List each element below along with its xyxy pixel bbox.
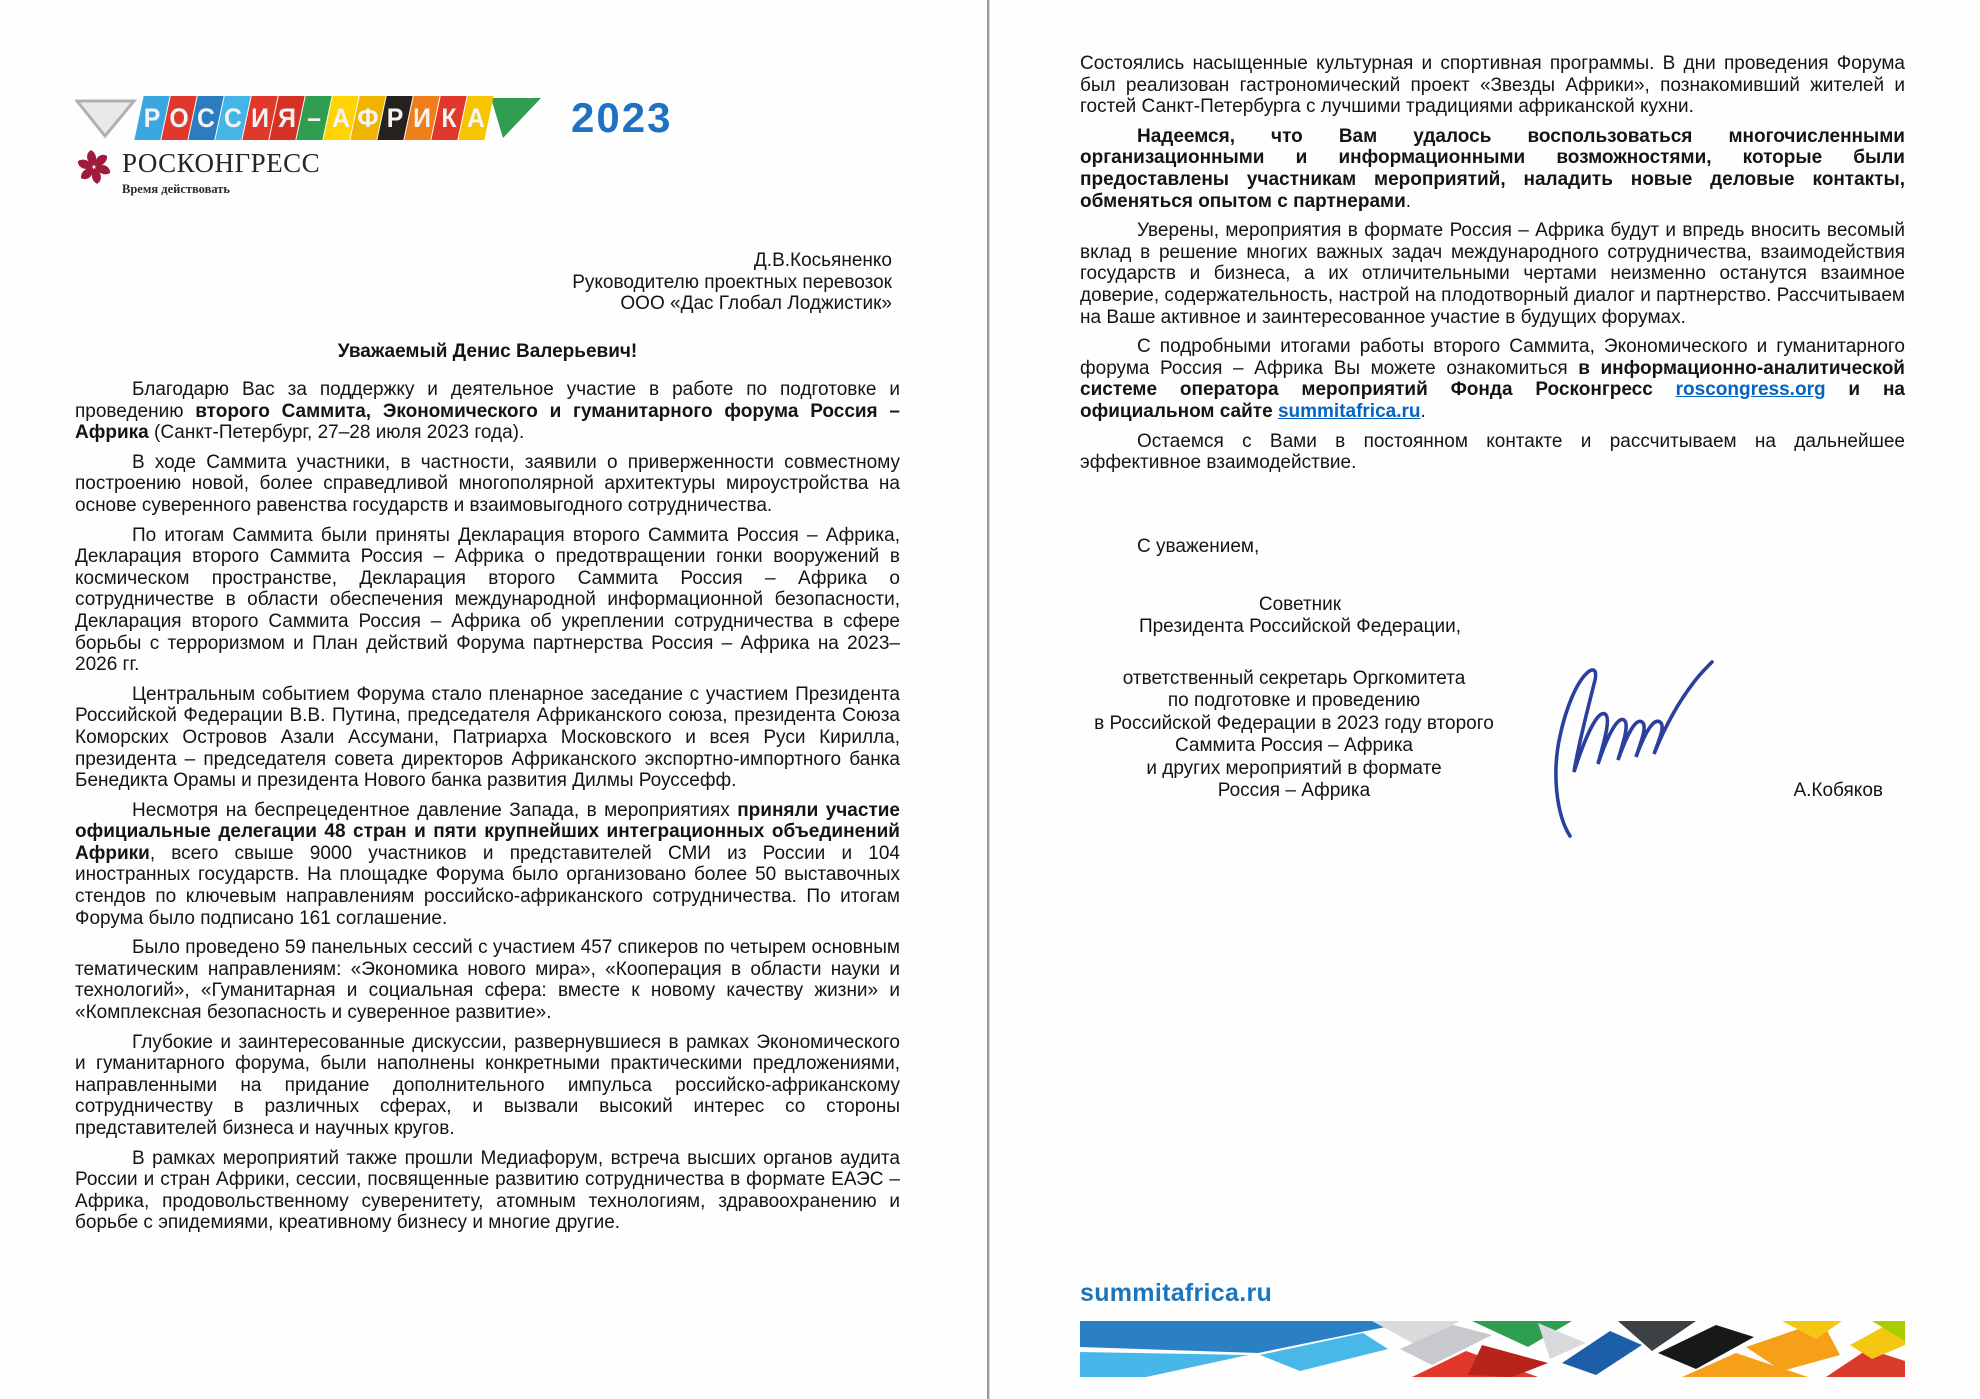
signer-title-block [1084,668,1504,802]
paragraph [1080,126,1905,212]
logo-tile: О [161,96,196,140]
paragraph [75,525,900,676]
banner-shape [1468,1345,1548,1377]
logo-tile: Р [134,96,169,140]
letter-body-right [1080,53,1905,482]
text-segment: С подробными итогами работы второго Саммита, Экономического и гуманитарного форума Россия – Африка Вы можете ознакомиться [1080,336,1905,379]
text-segment: в информационно-аналитической системе оператора мероприятий Фонда Росконгресс [1080,357,1905,401]
logo-tile: И [404,96,439,140]
text-line: Саммита Россия – Африка [1174,735,1413,757]
logo-tile: С [188,96,223,140]
roscongress-name: РОСКОНГРЕСС [122,148,321,178]
paragraph [75,452,900,517]
roscongress-logo [75,148,320,201]
logo-triangle-icon [491,96,541,140]
text-segment: (Санкт-Петербург, 27–28 июля 2023 года). [148,422,525,444]
paragraph [75,684,900,792]
text-line: по подготовке и проведению [1167,690,1421,712]
signer-position-block [1132,594,1468,639]
text-segment: Было проведено 59 панельных сессий с участием 457 спикеров по четырем основным тематическим направлениям: «Экономика нового мира», «Кооперация в области науки и технологий», «Гуманитарная и социальная сфера: вместе к новому качеству жизни» и «Комплексная безопасность и суверенное развитие». [75,937,900,1024]
roscongress-tagline: Время действовать [122,182,231,196]
text-line: ответственный секретарь Оргкомитета [1122,668,1466,689]
logo-tile: И [242,96,277,140]
text-segment: Надеемся, что Вам удалось воспользоваться многочисленными организационными и информационными возможностями, которые были предоставлены участникам мероприятий, наладить новые деловые контакты, обменяться опытом с партнерами [1080,125,1905,212]
banner-shape [1562,1331,1642,1375]
text-line: Россия – Африка [1217,780,1371,802]
logo-year: 2023 [571,94,673,142]
text-segment: , всего свыше 9000 участников и представителей СМИ из России и 104 иностранных государств. На площадке Форума было организовано более 50 выставочных стендов по ключевым направлениям российско-африканского сотрудничества. По итогам Форума было подписано 161 соглашение. [75,842,900,929]
salutation: Уважаемый Денис Валерьевич! [337,341,638,362]
inline-link[interactable]: summitafrica.ru [1277,400,1421,422]
paragraph [1080,220,1905,328]
text-segment: Благодарю Вас за поддержку и деятельное участие в работе по подготовке и проведению [75,379,900,422]
text-segment: . [1420,400,1426,422]
russia-africa-logo [75,94,672,142]
page-divider [987,0,989,1399]
text-segment: приняли участие официальные делегации 48 стран и пяти крупнейших интеграционных объединений Африки [75,799,900,864]
signature-autograph [1532,624,1742,844]
letter-body-left [75,379,900,1242]
paragraph [75,937,900,1023]
logo-tile: А [458,96,493,140]
text-line: Д.В.Косьяненко [753,250,892,271]
text-segment: второго Саммита, Экономического и гуманитарного форума Россия – Африка [75,400,900,444]
footer-site-link[interactable]: summitafrica.ru [1080,1279,1273,1307]
text-segment: Центральным событием Форума стало пленарное заседание с участием Президента Российской Федерации В.В. Путина, председателя Африканского союза, президента Союза Коморских Островов Азали Ассумани, Патриарха Московского и всея Руси Кирилла, президента – председателя совета директоров Африканского экспортно-импортного банка Бенедикта Орамы и президента Нового банка развития Дилмы Роуссефф. [75,683,900,792]
text-segment: Состоялись насыщенные культурная и спортивная программы. В дни проведения Форума был реализован гастрономический проект «Звезды Африки», познакомивший жителей и гостей Санкт-Петербурга с лучшими традициями африканской кухни. [1080,53,1905,118]
paragraph [1080,53,1905,118]
signer-name: А.Кобяков [1793,780,1883,801]
logo-tile: С [215,96,250,140]
text-line: Руководителю проектных перевозок [572,271,892,293]
roscongress-pinwheel-icon [75,148,113,186]
logo-tile: – [296,96,331,140]
roscongress-wordmark [122,148,320,201]
banner-shape [1080,1352,1248,1377]
paragraph [75,1032,900,1140]
logo-tile: Р [377,96,412,140]
paragraph [75,379,900,444]
logo-arrow-icon [75,96,137,140]
logo-tile: Я [269,96,304,140]
text-line: Президента Российской Федерации, [1138,616,1462,638]
text-segment: В рамках мероприятий также прошли Медиафорум, встреча высших органов аудита России и стран Африки, сессии, посвященные развитию сотрудничества в формате ЕАЭС – Африка, продовольственному суверенитету, атомным технологиям, здравоохранению и борьбе с эпидемиями, креативному бизнесу и многие другие. [75,1147,900,1234]
paragraph [1080,431,1905,474]
logo-letter-tiles [139,96,490,140]
text-line: ООО «Дас Глобал Лоджистик» [620,293,892,315]
text-segment: Несмотря на беспрецедентное давление Запада, в мероприятиях [132,799,738,821]
addressee-block [572,250,892,315]
text-segment: По итогам Саммита были приняты Декларация второго Саммита Россия – Африка, Декларация второго Саммита Россия – Африка о предотвращении гонки вооружений в космическом пространстве, Декларация второго Саммита Россия – Африка о сотрудничестве в области обеспечения международной информационной безопасности, Декларация второго Саммита Россия – Африка об укреплении сотрудничества в сфере борьбы с терроризмом и План действий Форума партнерства Россия – Африка на 2023–2026 гг. [75,524,900,676]
paragraph [1080,336,1905,422]
footer-banner [1080,1320,1905,1378]
text-segment: В ходе Саммита участники, в частности, заявили о приверженности совместному построению новой, более справедливой многополярной архитектуры мироустройства на основе суверенного равенства государств и взаимовыгодного сотрудничества. [75,451,900,516]
text-segment: . [1405,190,1412,212]
inline-link[interactable]: roscongress.org [1675,379,1826,401]
text-segment: Остаемся с Вами в постоянном контакте и рассчитываем на дальнейшее эффективное взаимодействие. [1080,430,1905,474]
text-line: в Российской Федерации в 2023 году второго [1094,712,1494,734]
logo-tile: А [323,96,358,140]
logo-tile: К [431,96,466,140]
text-segment: Уверены, мероприятия в формате Россия – Африка будут и впредь вносить весомый вклад в решение многих важных задач международного сотрудничества, взаимодействия государств и бизнеса, а их отличительными чертами неизменно останутся взаимное доверие, содержательность, настрой на плодотворный диалог и партнерство. Рассчитываем на Ваше активное и заинтересованное участие в будущих форумах. [1080,220,1905,328]
closing-line: С уважением, [1137,536,1260,557]
text-line: Советник [1258,594,1342,615]
paragraph [75,800,900,930]
text-line: и других мероприятий в формате [1146,757,1442,779]
text-segment: Глубокие и заинтересованные дискуссии, развернувшиеся в рамках Экономического и гуманитарного форума, были наполнены конкретными практическими предложениями, направленными на придание дополнительного импульса российско-африканскому сотрудничеству в различных сферах, и вызвали высокий интерес со стороны представителей бизнеса и научных кругов. [75,1031,900,1139]
text-segment: и на официальном сайте [1080,379,1905,422]
paragraph [75,1148,900,1234]
logo-tile: Ф [350,96,385,140]
